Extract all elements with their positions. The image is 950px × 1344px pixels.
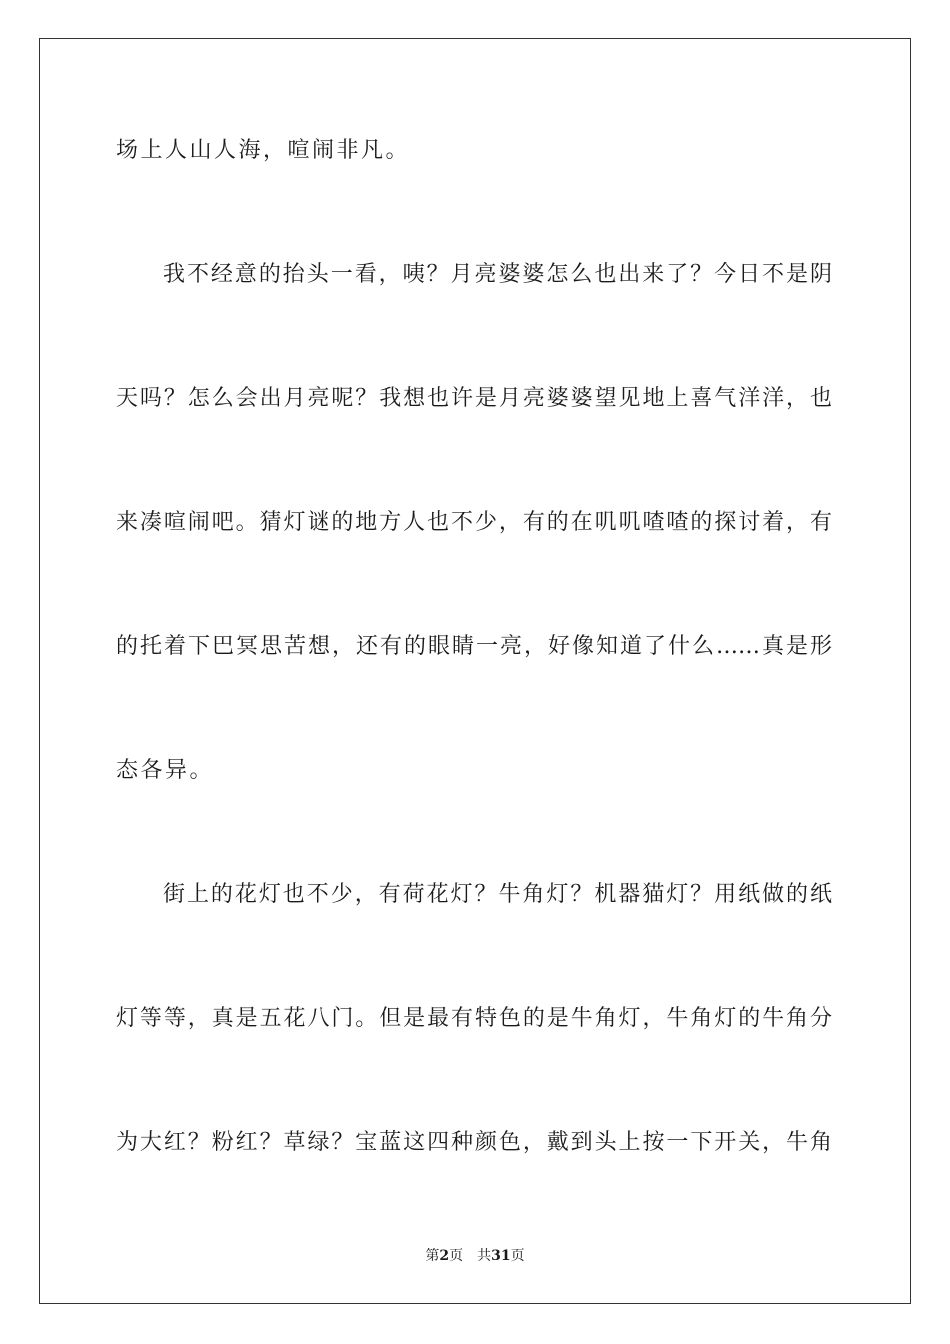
total-suffix: 页 bbox=[510, 1248, 525, 1264]
page-prefix: 第 bbox=[425, 1248, 440, 1264]
text-line-9: 为大红？粉红？草绿？宝蓝这四种颜色，戴到头上按一下开关，牛角 bbox=[116, 1130, 832, 1155]
total-pages: 31 bbox=[491, 1248, 511, 1264]
text-line-2: 我不经意的抬头一看，咦？月亮婆婆怎么也出来了？今日不是阴 bbox=[163, 262, 832, 287]
total-prefix: 共 bbox=[477, 1248, 492, 1264]
text-line-8: 灯等等，真是五花八门。但是最有特色的是牛角灯，牛角灯的牛角分 bbox=[116, 1006, 832, 1031]
text-line-4: 来凑喧闹吧。猜灯谜的地方人也不少，有的在叽叽喳喳的探讨着，有 bbox=[116, 510, 832, 535]
page-number: 2 bbox=[439, 1248, 450, 1264]
page-border bbox=[39, 38, 911, 1304]
text-line-7: 街上的花灯也不少，有荷花灯？牛角灯？机器猫灯？用纸做的纸 bbox=[163, 882, 832, 907]
text-line-1: 场上人山人海，喧闹非凡。 bbox=[116, 138, 411, 163]
text-line-5: 的托着下巴冥思苦想，还有的眼睛一亮，好像知道了什么……真是形 bbox=[116, 634, 832, 659]
text-line-3: 天吗？怎么会出月亮呢？我想也许是月亮婆婆望见地上喜气洋洋，也 bbox=[116, 386, 832, 411]
page-footer bbox=[0, 1246, 950, 1266]
page-suffix: 页 bbox=[449, 1248, 464, 1264]
text-line-6: 态各异。 bbox=[116, 758, 215, 783]
